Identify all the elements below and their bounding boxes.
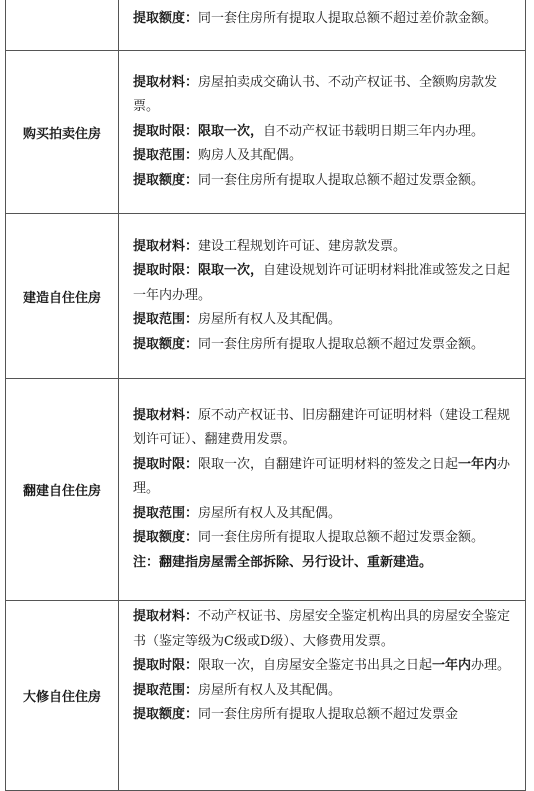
period-line: 提取时限：限取一次，自不动产权证书载明日期三年内办理。 <box>133 123 485 139</box>
category-cell: 购买拍卖住房 <box>6 51 119 214</box>
category-cell: 大修自住住房 <box>6 601 119 791</box>
table-row <box>6 379 526 601</box>
withdrawal-rules-table <box>5 0 526 791</box>
table-row <box>6 601 526 791</box>
details-cell <box>119 51 526 214</box>
period-line: 提取时限：限取一次，自建设规划许可证明材料批准或签发之日起一年内办理。 <box>133 263 511 303</box>
scope-line: 提取范围：购房人及其配偶。 <box>133 148 303 164</box>
scope-line: 提取范围：房屋所有权人及其配偶。 <box>133 505 342 521</box>
materials-line: 提取材料：建设工程规划许可证、建房款发票。 <box>133 238 407 254</box>
amount-line: 提取额度：同一套住房所有提取人提取总额不超过差价款金额。 <box>133 11 498 26</box>
scope-line: 提取范围：房屋所有权人及其配偶。 <box>133 682 342 698</box>
category-cell <box>6 0 119 51</box>
amount-line: 提取额度：同一套住房所有提取人提取总额不超过发票金 <box>133 707 459 722</box>
category-cell: 建造自住住房 <box>6 214 119 379</box>
details-cell <box>119 379 526 601</box>
amount-line: 提取额度：同一套住房所有提取人提取总额不超过发票金额。 <box>133 336 485 352</box>
materials-line: 提取材料：房屋拍卖成交确认书、不动产权证书、全额购房款发票。 <box>133 74 498 115</box>
details-cell <box>119 0 526 51</box>
amount-line: 提取额度：同一套住房所有提取人提取总额不超过发票金额。 <box>133 530 485 546</box>
details-cell <box>119 214 526 379</box>
scope-line: 提取范围：房屋所有权人及其配偶。 <box>133 312 342 328</box>
period-line: 提取时限：限取一次，自翻建许可证明材料的签发之日起一年内办理。 <box>133 456 511 497</box>
materials-line: 提取材料：不动产权证书、房屋安全鉴定机构出具的房屋安全鉴定书（鉴定等级为C级或D级）、大修费用发票。 <box>133 609 511 649</box>
materials-line: 提取材料：原不动产权证书、旧房翻建许可证明材料（建设工程规划许可证）、翻建费用发票。 <box>133 407 511 448</box>
period-line: 提取时限：限取一次，自房屋安全鉴定书出具之日起一年内办理。 <box>133 658 511 673</box>
table-row <box>6 51 526 214</box>
note-line: 注：翻建指房屋需全部拆除、另行设计、重新建造。 <box>133 554 433 570</box>
details-cell <box>119 601 526 791</box>
table-row <box>6 214 526 379</box>
table-row <box>6 0 526 51</box>
amount-line: 提取额度：同一套住房所有提取人提取总额不超过发票金额。 <box>133 172 485 188</box>
category-cell: 翻建自住住房 <box>6 379 119 601</box>
